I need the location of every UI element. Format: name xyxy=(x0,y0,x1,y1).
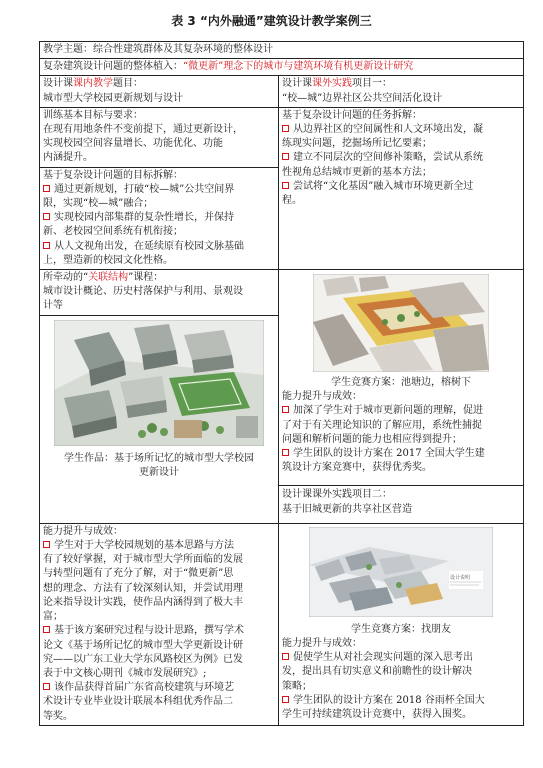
breakdown-line: 从人文视角出发，在延续原有校园文脉基础 xyxy=(54,240,244,252)
course-line: 计等 xyxy=(43,300,63,312)
outcome-line: 发，提出具有切实意义和前瞻性的设计解决 xyxy=(282,666,472,678)
outcome-line: 问题和解析问题的能力也相应得到提升； xyxy=(282,433,462,445)
outcome-line: 加深了学生对于城市更新问题的理解，促进 xyxy=(293,405,483,417)
outcome-line: 学生对于大学校园规划的基本思路与方法 xyxy=(54,540,234,552)
project2-name: 基于旧城更新的共享社区营造 xyxy=(282,503,412,515)
course-prefix: 所牵动的“ xyxy=(43,272,89,284)
outcome-line: 富； xyxy=(43,611,63,623)
topic-label: 设计课 xyxy=(43,78,73,90)
task-breakdown-cell xyxy=(279,107,524,269)
project2-header-block xyxy=(279,485,523,522)
bottom-row xyxy=(40,523,524,725)
basic-goals-cell xyxy=(40,107,279,167)
right-middle-cell xyxy=(279,270,524,524)
outcome-line: 等奖。 xyxy=(43,710,73,722)
goals-title: 训练基本目标与要求： xyxy=(43,109,143,121)
teaching-case-table xyxy=(39,41,524,726)
outcome-line: 学生团队的设计方案在 2017 全国大学生建 xyxy=(293,448,485,460)
outcome-title: 能力提升与成效： xyxy=(43,525,123,537)
project1-label: 设计课 xyxy=(282,78,312,90)
project2-caption: 学生竞赛方案：找朋友 xyxy=(351,623,451,635)
outcome-line: 该作品获得首届广东省高校建筑与环境艺 xyxy=(54,682,234,694)
student-work-caption: 学生作品：基于场所记忆的城市型大学校园 xyxy=(64,452,254,464)
project1-outcome-title: 能力提升与成效： xyxy=(282,391,362,403)
checkbox-icon xyxy=(282,153,289,160)
project1-caption: 学生竞赛方案：池塘边，榕树下 xyxy=(331,377,471,389)
breakdown-line: 通过更新规划，打破“校—城”公共空间界 xyxy=(54,183,235,195)
theme-text: 教学主题：综合性建筑群体及其复杂环境的整体设计 xyxy=(43,44,273,55)
outcome-line: 想的理念、方法有了较深刻认知，并尝试用理 xyxy=(43,582,243,594)
course-highlight: 关联结构 xyxy=(88,272,129,284)
breakdown-line: 新、老校园空间系统有机衔接； xyxy=(43,226,183,238)
checkbox-icon xyxy=(282,406,289,413)
topic-row xyxy=(40,76,524,107)
task-title: 基于复杂设计问题的任务拆解： xyxy=(282,109,422,121)
outcome-line: 策略； xyxy=(282,680,312,692)
checkbox-icon xyxy=(43,213,50,220)
task-line: 建立不同层次的空间修补策略，尝试从系统 xyxy=(293,152,483,164)
goals-line: 实现校园空间容量增长、功能优化、功能 xyxy=(43,138,223,150)
left-middle-cell xyxy=(40,270,279,524)
course-suffix: ”课程： xyxy=(128,272,164,284)
outcome-line: 表于中文核心期刊《城市发展研究》; xyxy=(43,667,207,679)
checkbox-icon xyxy=(282,125,289,132)
task-line: 程。 xyxy=(282,195,302,207)
outcome-line: 筑设计方案竞赛中，获得优秀奖。 xyxy=(282,462,432,474)
breakdown-line: 上，塑造新的校园文化性格。 xyxy=(43,254,173,266)
topic-label-suffix: 题目： xyxy=(113,78,143,90)
checkbox-icon xyxy=(282,696,289,703)
checkbox-icon xyxy=(43,683,50,690)
outcome-line: 与转型问题有了充分了解，对于“微更新”思 xyxy=(43,568,234,580)
entry-cell xyxy=(40,59,524,76)
breakdown-line: 实现校园内部集群的复杂性增长，并保持 xyxy=(54,212,234,224)
campus-rendering-image xyxy=(54,320,264,446)
project1-label-suffix: 项目一： xyxy=(352,78,392,90)
student-work-caption: 更新设计 xyxy=(139,466,179,478)
in-class-outcomes-cell xyxy=(40,523,279,725)
goal-breakdown-cell xyxy=(40,167,279,269)
outcome-line: 有了较好掌握，对于城市型大学所面临的发展 xyxy=(43,554,243,566)
outcome-line: 论文《基于场所记忆的城市型大学更新设计研 xyxy=(43,639,243,651)
project2-result-cell xyxy=(279,523,524,725)
task-line: 练现实问题，挖掘场所记忆要素； xyxy=(282,138,432,150)
outcome-line: 了对于有关理论知识的了解应用，系统性捕捉 xyxy=(282,419,482,431)
checkbox-icon xyxy=(43,541,50,548)
entry-prefix: 复杂建筑设计问题的整体植入： xyxy=(43,61,183,73)
student-work-block xyxy=(40,316,278,482)
theme-cell xyxy=(40,42,524,59)
project1-topic-cell xyxy=(279,76,524,107)
checkbox-icon xyxy=(282,182,289,189)
checkbox-icon xyxy=(43,185,50,192)
task-line: 尝试将“文化基因”融入城市环境更新全过 xyxy=(293,180,474,192)
competition-scheme-2-image xyxy=(309,527,493,617)
in-class-topic-cell xyxy=(40,76,279,107)
topic-name: 城市型大学校园更新规划与设计 xyxy=(43,92,183,104)
task-line: 从边界社区的空间属性和人文环境出发，凝 xyxy=(293,124,483,136)
outcome-line: 术设计专业毕业设计联展本科组优秀作品二 xyxy=(43,696,233,708)
project1-label-highlight: 课外实践 xyxy=(312,78,352,90)
entry-row xyxy=(40,59,524,76)
outcome-line: 论来指导设计实践，使作品内涵得到了极大丰 xyxy=(43,596,243,608)
outcome-line: 究——以广东工业大学东风路校区为例》已发 xyxy=(43,653,243,665)
checkbox-icon xyxy=(282,449,289,456)
theme-row xyxy=(40,42,524,59)
breakdown-title: 基于复杂设计问题的目标拆解： xyxy=(43,169,183,181)
outcome-line: 学生可持续建筑设计竞赛中，获得入围奖。 xyxy=(282,709,472,721)
project2-outcome-title: 能力提升与成效： xyxy=(282,638,362,650)
checkbox-icon xyxy=(43,626,50,633)
goals-row xyxy=(40,107,524,167)
outcome-line: 基于该方案研究过程与设计思路，撰写学术 xyxy=(54,625,244,637)
course-line: 城市设计概论、历史村落保护与利用、景观设 xyxy=(43,286,243,298)
goals-line: 内涵提升。 xyxy=(43,152,93,164)
breakdown-line: 限，实现“校—城”融合； xyxy=(43,198,154,210)
checkbox-icon xyxy=(282,653,289,660)
entry-highlight: “微更新”理念下的城市与建筑环境有机更新设计研究 xyxy=(183,61,414,73)
project1-name: “校—城”边界社区公共空间活化设计 xyxy=(282,92,443,104)
outcome-line: 学生团队的设计方案在 2018 谷雨杯全国大 xyxy=(293,694,485,706)
topic-label-highlight: 课内教学 xyxy=(73,78,113,90)
project1-result-block xyxy=(279,270,523,476)
task-line: 性视角总结城市更新的基本方法； xyxy=(282,166,432,178)
goals-line: 在现有用地条件不变前提下，通过更新设计， xyxy=(43,124,243,136)
middle-row xyxy=(40,270,524,524)
outcome-line: 促使学生从对社会现实问题的深入思考出 xyxy=(293,652,473,664)
competition-scheme-1-image xyxy=(313,274,489,372)
checkbox-icon xyxy=(43,242,50,249)
related-course-block xyxy=(40,270,278,316)
table-title: 表 3 “内外融通”建筑设计教学案例三 xyxy=(171,14,372,28)
svg-text:设计说明: 设计说明 xyxy=(450,574,471,581)
project2-label: 设计课课外实践项目二： xyxy=(282,489,392,501)
